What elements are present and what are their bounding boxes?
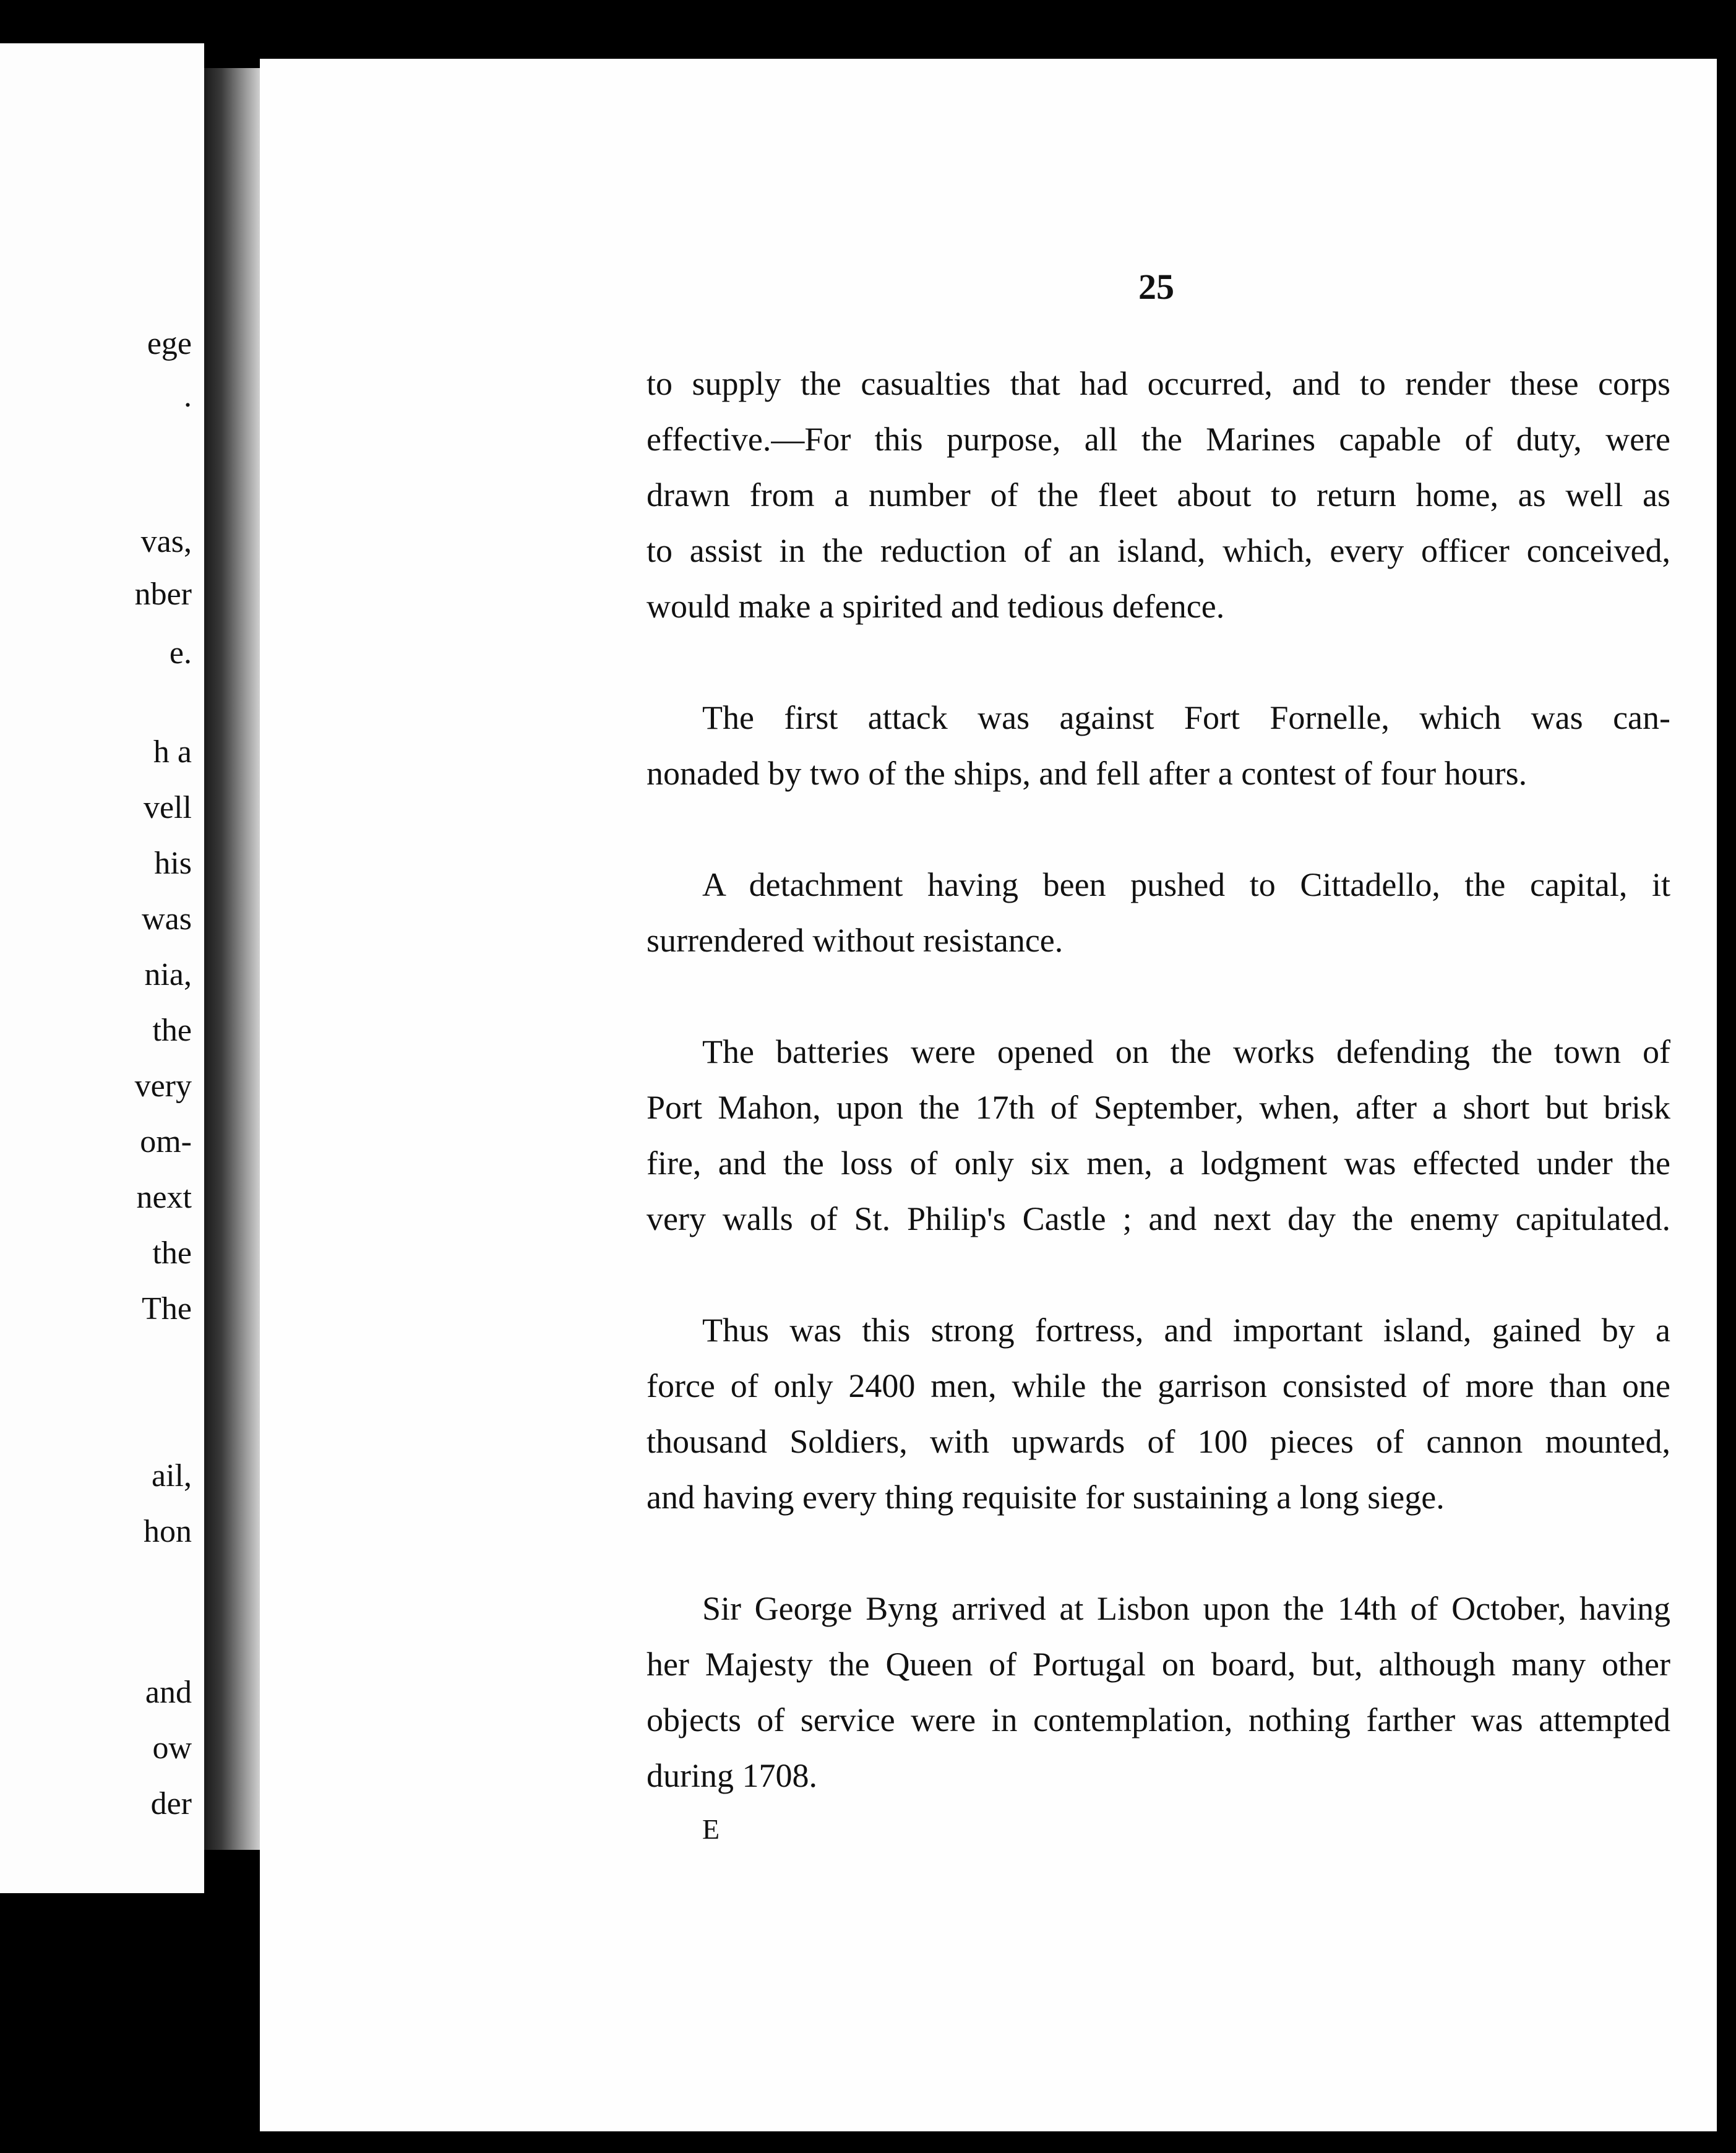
facing-page-fragment: was — [142, 901, 192, 937]
text-line: would make a spirited and tedious defence. — [647, 588, 1225, 625]
text-line: A detachment having been pushed to Cittadello, the capital, it — [702, 866, 1670, 903]
paragraph — [647, 1581, 1670, 1803]
text-line: Port Mahon, upon the 17th of September, when, after a short but brisk — [647, 1089, 1670, 1126]
text-line: to supply the casualties that had occurred, and to render these corps — [647, 365, 1670, 402]
facing-page-fragment: ege — [147, 326, 192, 361]
text-line: drawn from a number of the fleet about to return home, as well as — [647, 476, 1670, 514]
facing-page-fragment: his — [154, 846, 192, 881]
facing-page-fragment: very — [134, 1068, 192, 1104]
paragraph — [647, 1024, 1670, 1247]
facing-page-fragment: nber — [134, 577, 192, 612]
text-line: to assist in the reduction of an island, which, every officer conceived, — [647, 532, 1670, 569]
text-line: fire, and the loss of only six men, a lodgment was effected under the — [647, 1145, 1670, 1182]
text-line: very walls of St. Philip's Castle ; and next day the enemy capitulated. — [647, 1200, 1670, 1237]
facing-page-fragment: der — [150, 1786, 192, 1821]
printer-signature-mark: E — [702, 1813, 720, 1845]
text-line: during 1708. — [647, 1757, 817, 1794]
facing-page-fragment: hon — [144, 1514, 192, 1549]
text-line: her Majesty the Queen of Portugal on board, but, although many other — [647, 1646, 1670, 1683]
facing-page-fragment: om- — [140, 1124, 192, 1159]
page-body-text — [647, 356, 1670, 1803]
facing-page-fragment: h a — [153, 734, 192, 770]
facing-page-fragment: The — [142, 1291, 192, 1326]
facing-page-fragment: e. — [169, 635, 192, 671]
facing-page-fragment: vas, — [140, 524, 192, 559]
text-line: The batteries were opened on the works defending the town of — [702, 1033, 1670, 1070]
facing-page-fragment: vell — [144, 790, 192, 825]
text-line: thousand Soldiers, with upwards of 100 pieces of cannon mounted, — [647, 1423, 1670, 1460]
text-line: and having every thing requisite for sustaining a long siege. — [647, 1479, 1445, 1516]
text-line: The first attack was against Fort Fornelle, which was can- — [702, 699, 1670, 736]
text-line: force of only 2400 men, while the garrison consisted of more than one — [647, 1367, 1670, 1404]
text-line: Thus was this strong fortress, and important island, gained by a — [702, 1312, 1670, 1349]
facing-page-fragment: the — [152, 1236, 192, 1271]
paragraph — [647, 1302, 1670, 1525]
facing-page-fragment: . — [184, 379, 192, 414]
facing-page-fragment: and — [145, 1675, 192, 1710]
text-line: effective.—For this purpose, all the Marines capable of duty, were — [647, 421, 1670, 458]
text-line: objects of service were in contemplation, nothing farther was attempted — [647, 1701, 1670, 1738]
facing-page-fragment: ail, — [152, 1458, 192, 1493]
page-number: 25 — [1138, 267, 1174, 307]
text-line: nonaded by two of the ships, and fell after a contest of four hours. — [647, 755, 1528, 792]
text-line: surrendered without resistance. — [647, 922, 1064, 959]
paragraph — [647, 356, 1670, 634]
facing-page-fragment: ow — [152, 1730, 192, 1766]
book-page — [260, 59, 1717, 2131]
paragraph — [647, 690, 1670, 801]
facing-page-fragment: next — [136, 1180, 192, 1215]
facing-page — [0, 43, 204, 1893]
facing-page-fragment: the — [152, 1013, 192, 1048]
text-line: Sir George Byng arrived at Lisbon upon the 14th of October, having — [702, 1590, 1670, 1627]
facing-page-fragment: nia, — [144, 957, 192, 992]
paragraph — [647, 857, 1670, 968]
